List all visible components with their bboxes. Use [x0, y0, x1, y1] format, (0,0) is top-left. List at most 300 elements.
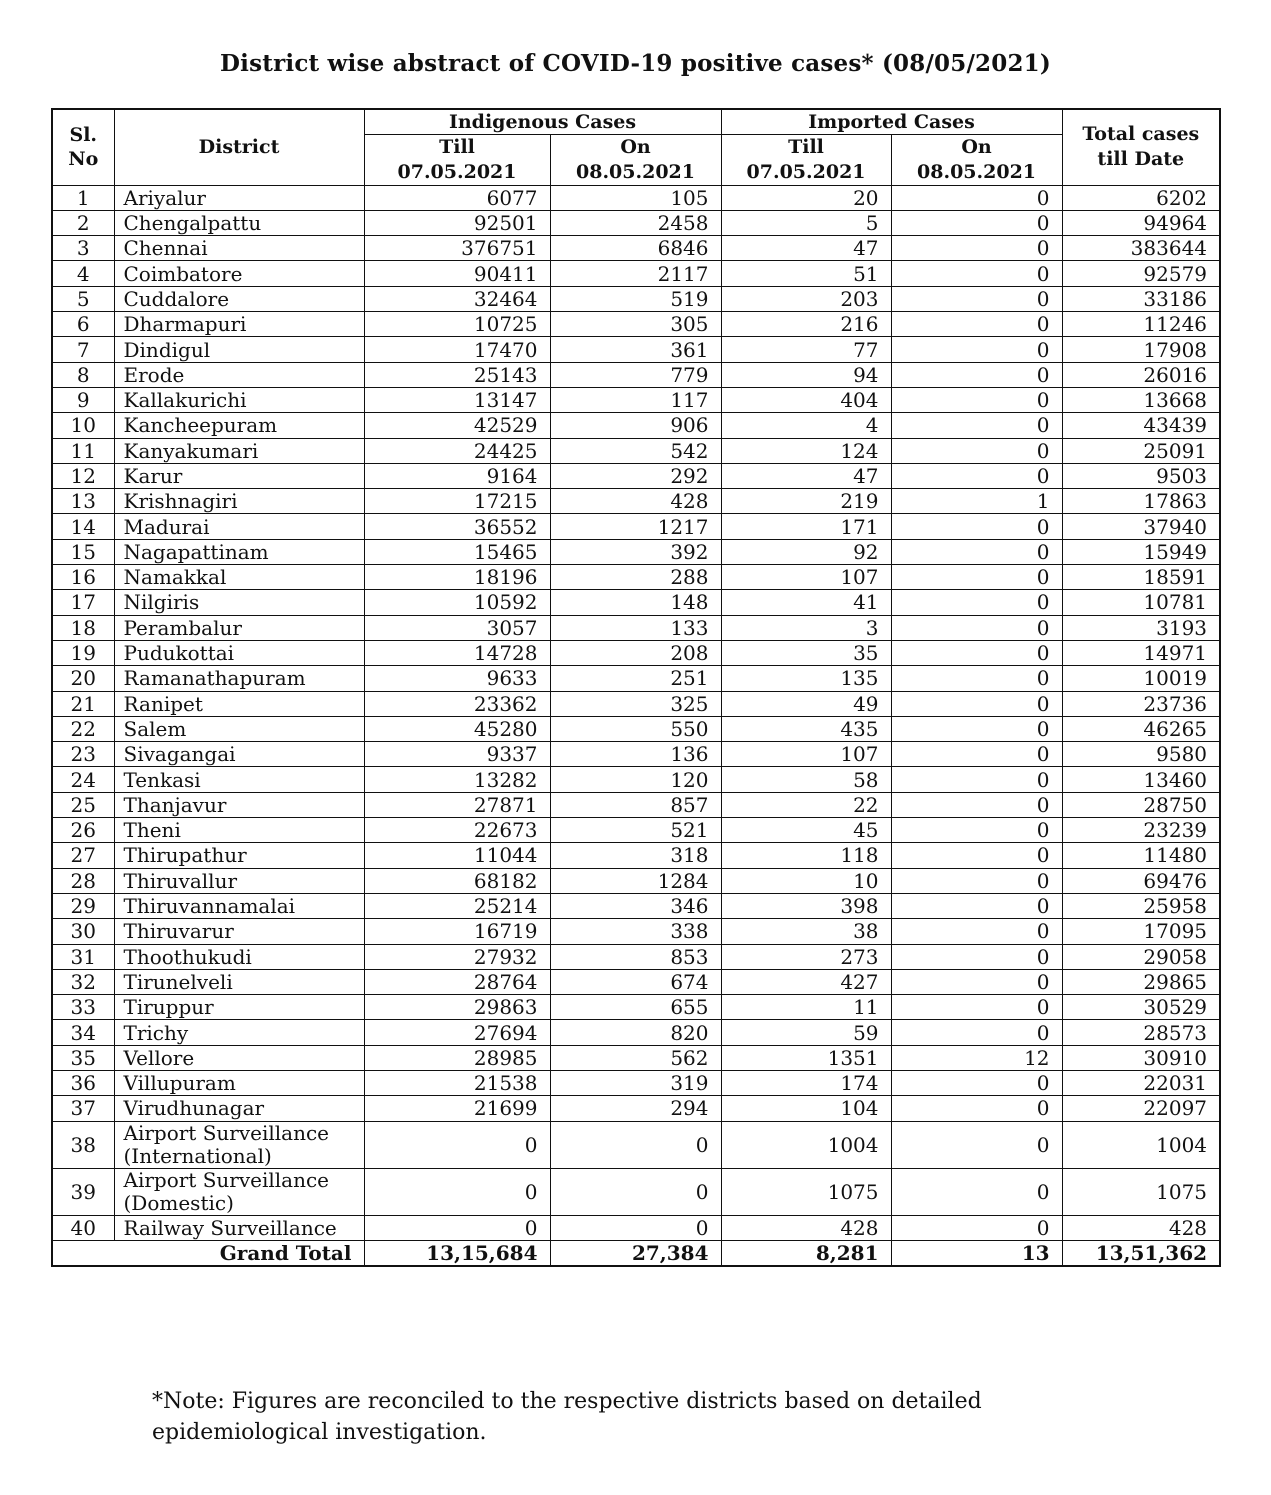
- value-cell: 0: [891, 691, 1062, 716]
- serial-cell: 8: [52, 362, 114, 387]
- value-cell: 0: [891, 539, 1062, 564]
- value-cell: 0: [364, 1168, 550, 1215]
- serial-cell: 13: [52, 489, 114, 514]
- value-cell: 17095: [1062, 919, 1220, 944]
- value-cell: 0: [891, 1096, 1062, 1121]
- serial-cell: 15: [52, 539, 114, 564]
- value-cell: 94: [721, 362, 891, 387]
- serial-cell: 21: [52, 691, 114, 716]
- table-row: [52, 590, 1220, 615]
- table-row: [52, 1096, 1220, 1121]
- value-cell: 135: [721, 666, 891, 691]
- value-cell: 1004: [721, 1121, 891, 1168]
- value-cell: 28985: [364, 1045, 550, 1070]
- value-cell: 11480: [1062, 843, 1220, 868]
- value-cell: 10: [721, 868, 891, 893]
- serial-cell: 6: [52, 312, 114, 337]
- district-cell: Kanyakumari: [114, 438, 364, 463]
- value-cell: 36552: [364, 514, 550, 539]
- serial-cell: 28: [52, 868, 114, 893]
- value-cell: 273: [721, 944, 891, 969]
- table-row: [52, 843, 1220, 868]
- value-cell: 92579: [1062, 261, 1220, 286]
- district-cell: Pudukottai: [114, 640, 364, 665]
- value-cell: 0: [891, 185, 1062, 210]
- value-cell: 28573: [1062, 1020, 1220, 1045]
- value-cell: 45: [721, 818, 891, 843]
- value-cell: 14728: [364, 640, 550, 665]
- imported-till-header: Till: [721, 135, 891, 160]
- table-row: [52, 716, 1220, 741]
- value-cell: 251: [550, 666, 721, 691]
- district-cell: Tirunelveli: [114, 969, 364, 994]
- value-cell: 11044: [364, 843, 550, 868]
- value-cell: 43439: [1062, 413, 1220, 438]
- value-cell: 77: [721, 337, 891, 362]
- serial-cell: 2: [52, 210, 114, 235]
- value-cell: 0: [550, 1215, 721, 1240]
- value-cell: 28750: [1062, 792, 1220, 817]
- serial-cell: 27: [52, 843, 114, 868]
- table-row: [52, 387, 1220, 412]
- value-cell: 94964: [1062, 210, 1220, 235]
- value-cell: 10781: [1062, 590, 1220, 615]
- value-cell: 404: [721, 387, 891, 412]
- value-cell: 120: [550, 767, 721, 792]
- serial-cell: 34: [52, 1020, 114, 1045]
- value-cell: 325: [550, 691, 721, 716]
- value-cell: 542: [550, 438, 721, 463]
- value-cell: 1075: [1062, 1168, 1220, 1215]
- district-cell: Coimbatore: [114, 261, 364, 286]
- table-row: [52, 742, 1220, 767]
- value-cell: 1: [891, 489, 1062, 514]
- value-cell: 148: [550, 590, 721, 615]
- district-header: District: [114, 109, 364, 185]
- value-cell: 9580: [1062, 742, 1220, 767]
- table-row: [52, 185, 1220, 210]
- value-cell: 107: [721, 742, 891, 767]
- table-row: [52, 640, 1220, 665]
- value-cell: 29863: [364, 995, 550, 1020]
- indigenous-header: Indigenous Cases: [364, 109, 721, 135]
- serial-cell: 35: [52, 1045, 114, 1070]
- value-cell: 305: [550, 312, 721, 337]
- district-cell: Nilgiris: [114, 590, 364, 615]
- value-cell: 0: [891, 565, 1062, 590]
- value-cell: 29865: [1062, 969, 1220, 994]
- indigenous-on-date: 08.05.2021: [550, 160, 721, 185]
- value-cell: 26016: [1062, 362, 1220, 387]
- table-row: [52, 438, 1220, 463]
- value-cell: 674: [550, 969, 721, 994]
- grand-total-value: 8,281: [721, 1240, 891, 1266]
- value-cell: 0: [891, 463, 1062, 488]
- value-cell: 655: [550, 995, 721, 1020]
- value-cell: 18591: [1062, 565, 1220, 590]
- value-cell: 0: [891, 387, 1062, 412]
- district-cell: Perambalur: [114, 615, 364, 640]
- district-cell: Ramanathapuram: [114, 666, 364, 691]
- value-cell: 22031: [1062, 1070, 1220, 1095]
- value-cell: 319: [550, 1070, 721, 1095]
- district-cell: Thirupathur: [114, 843, 364, 868]
- value-cell: 51: [721, 261, 891, 286]
- table-row: [52, 919, 1220, 944]
- value-cell: 1004: [1062, 1121, 1220, 1168]
- value-cell: 0: [891, 312, 1062, 337]
- value-cell: 16719: [364, 919, 550, 944]
- value-cell: 10725: [364, 312, 550, 337]
- district-cell: Vellore: [114, 1045, 364, 1070]
- district-cell: Kallakurichi: [114, 387, 364, 412]
- value-cell: 6202: [1062, 185, 1220, 210]
- value-cell: 0: [891, 1215, 1062, 1240]
- serial-cell: 37: [52, 1096, 114, 1121]
- district-cell: Krishnagiri: [114, 489, 364, 514]
- value-cell: 0: [891, 640, 1062, 665]
- serial-cell: 38: [52, 1121, 114, 1168]
- value-cell: 0: [891, 995, 1062, 1020]
- value-cell: 21538: [364, 1070, 550, 1095]
- value-cell: 0: [891, 818, 1062, 843]
- value-cell: 428: [721, 1215, 891, 1240]
- value-cell: 6077: [364, 185, 550, 210]
- value-cell: 2458: [550, 210, 721, 235]
- value-cell: 38: [721, 919, 891, 944]
- value-cell: 35: [721, 640, 891, 665]
- district-cell: Virudhunagar: [114, 1096, 364, 1121]
- value-cell: 0: [891, 716, 1062, 741]
- value-cell: 0: [891, 666, 1062, 691]
- serial-cell: 39: [52, 1168, 114, 1215]
- value-cell: 30910: [1062, 1045, 1220, 1070]
- table-row: [52, 312, 1220, 337]
- serial-cell: 40: [52, 1215, 114, 1240]
- indigenous-on-header: On: [550, 135, 721, 160]
- serial-cell: 14: [52, 514, 114, 539]
- value-cell: 0: [891, 919, 1062, 944]
- value-cell: 30529: [1062, 995, 1220, 1020]
- grand-total-value: 13,51,362: [1062, 1240, 1220, 1266]
- value-cell: 0: [891, 1121, 1062, 1168]
- table-row: [52, 666, 1220, 691]
- district-cell: Airport Surveillance (Domestic): [114, 1168, 364, 1215]
- district-cell: Namakkal: [114, 565, 364, 590]
- serial-cell: 33: [52, 995, 114, 1020]
- value-cell: 0: [364, 1121, 550, 1168]
- serial-cell: 31: [52, 944, 114, 969]
- value-cell: 0: [891, 514, 1062, 539]
- value-cell: 0: [550, 1168, 721, 1215]
- value-cell: 37940: [1062, 514, 1220, 539]
- value-cell: 338: [550, 919, 721, 944]
- serial-cell: 10: [52, 413, 114, 438]
- cases-table: [51, 108, 1221, 1267]
- grand-total-label: Grand Total: [52, 1240, 364, 1266]
- value-cell: 0: [891, 261, 1062, 286]
- table-row: [52, 337, 1220, 362]
- value-cell: 0: [891, 843, 1062, 868]
- value-cell: 428: [1062, 1215, 1220, 1240]
- value-cell: 23239: [1062, 818, 1220, 843]
- value-cell: 1075: [721, 1168, 891, 1215]
- grand-total-row: [52, 1240, 1220, 1266]
- imported-header: Imported Cases: [721, 109, 1062, 135]
- value-cell: 0: [891, 767, 1062, 792]
- table-row: [52, 210, 1220, 235]
- table-row: [52, 767, 1220, 792]
- value-cell: 92: [721, 539, 891, 564]
- serial-cell: 16: [52, 565, 114, 590]
- value-cell: 42529: [364, 413, 550, 438]
- district-cell: Karur: [114, 463, 364, 488]
- value-cell: 29058: [1062, 944, 1220, 969]
- serial-cell: 3: [52, 236, 114, 261]
- value-cell: 779: [550, 362, 721, 387]
- value-cell: 906: [550, 413, 721, 438]
- value-cell: 857: [550, 792, 721, 817]
- serial-cell: 25: [52, 792, 114, 817]
- value-cell: 133: [550, 615, 721, 640]
- table-row: [52, 1070, 1220, 1095]
- table-row: [52, 792, 1220, 817]
- table-row: [52, 691, 1220, 716]
- value-cell: 428: [550, 489, 721, 514]
- district-cell: Railway Surveillance: [114, 1215, 364, 1240]
- district-cell: Villupuram: [114, 1070, 364, 1095]
- value-cell: 21699: [364, 1096, 550, 1121]
- district-cell: Thiruvannamalai: [114, 893, 364, 918]
- value-cell: 124: [721, 438, 891, 463]
- value-cell: 383644: [1062, 236, 1220, 261]
- indigenous-till-date: 07.05.2021: [364, 160, 550, 185]
- value-cell: 0: [891, 286, 1062, 311]
- value-cell: 550: [550, 716, 721, 741]
- imported-on-date: 08.05.2021: [891, 160, 1062, 185]
- table-row: [52, 261, 1220, 286]
- value-cell: 9503: [1062, 463, 1220, 488]
- value-cell: 346: [550, 893, 721, 918]
- value-cell: 0: [891, 1070, 1062, 1095]
- value-cell: 2117: [550, 261, 721, 286]
- table-row: [52, 286, 1220, 311]
- value-cell: 20: [721, 185, 891, 210]
- value-cell: 1284: [550, 868, 721, 893]
- table-row: [52, 818, 1220, 843]
- value-cell: 27694: [364, 1020, 550, 1045]
- table-row: [52, 565, 1220, 590]
- value-cell: 216: [721, 312, 891, 337]
- value-cell: 9164: [364, 463, 550, 488]
- value-cell: 0: [891, 362, 1062, 387]
- table-row: [52, 1168, 1220, 1215]
- value-cell: 427: [721, 969, 891, 994]
- value-cell: 27871: [364, 792, 550, 817]
- district-cell: Thanjavur: [114, 792, 364, 817]
- serial-cell: 17: [52, 590, 114, 615]
- value-cell: 294: [550, 1096, 721, 1121]
- value-cell: 69476: [1062, 868, 1220, 893]
- value-cell: 0: [891, 210, 1062, 235]
- table-row: [52, 489, 1220, 514]
- value-cell: 0: [891, 893, 1062, 918]
- value-cell: 318: [550, 843, 721, 868]
- value-cell: 17215: [364, 489, 550, 514]
- value-cell: 292: [550, 463, 721, 488]
- value-cell: 15949: [1062, 539, 1220, 564]
- table-row: [52, 868, 1220, 893]
- value-cell: 24425: [364, 438, 550, 463]
- value-cell: 0: [891, 969, 1062, 994]
- value-cell: 58: [721, 767, 891, 792]
- value-cell: 10019: [1062, 666, 1220, 691]
- value-cell: 0: [891, 1168, 1062, 1215]
- table-row: [52, 514, 1220, 539]
- value-cell: 15465: [364, 539, 550, 564]
- value-cell: 32464: [364, 286, 550, 311]
- district-cell: Sivagangai: [114, 742, 364, 767]
- serial-cell: 24: [52, 767, 114, 792]
- value-cell: 25958: [1062, 893, 1220, 918]
- value-cell: 14971: [1062, 640, 1220, 665]
- imported-till-date: 07.05.2021: [721, 160, 891, 185]
- value-cell: 0: [891, 236, 1062, 261]
- value-cell: 25214: [364, 893, 550, 918]
- value-cell: 17470: [364, 337, 550, 362]
- value-cell: 820: [550, 1020, 721, 1045]
- value-cell: 203: [721, 286, 891, 311]
- value-cell: 0: [891, 792, 1062, 817]
- value-cell: 0: [891, 438, 1062, 463]
- value-cell: 22097: [1062, 1096, 1220, 1121]
- sl-header: Sl. No: [52, 109, 114, 185]
- value-cell: 41: [721, 590, 891, 615]
- grand-total-value: 13,15,684: [364, 1240, 550, 1266]
- value-cell: 17908: [1062, 337, 1220, 362]
- value-cell: 435: [721, 716, 891, 741]
- value-cell: 12: [891, 1045, 1062, 1070]
- value-cell: 0: [891, 590, 1062, 615]
- district-cell: Tiruppur: [114, 995, 364, 1020]
- value-cell: 562: [550, 1045, 721, 1070]
- serial-cell: 18: [52, 615, 114, 640]
- value-cell: 107: [721, 565, 891, 590]
- table-row: [52, 995, 1220, 1020]
- value-cell: 22673: [364, 818, 550, 843]
- table-row: [52, 969, 1220, 994]
- value-cell: 0: [891, 742, 1062, 767]
- serial-cell: 30: [52, 919, 114, 944]
- grand-total-value: 27,384: [550, 1240, 721, 1266]
- value-cell: 1351: [721, 1045, 891, 1070]
- serial-cell: 1: [52, 185, 114, 210]
- value-cell: 105: [550, 185, 721, 210]
- serial-cell: 22: [52, 716, 114, 741]
- value-cell: 171: [721, 514, 891, 539]
- value-cell: 49: [721, 691, 891, 716]
- serial-cell: 5: [52, 286, 114, 311]
- value-cell: 22: [721, 792, 891, 817]
- value-cell: 3193: [1062, 615, 1220, 640]
- table-row: [52, 236, 1220, 261]
- district-cell: Trichy: [114, 1020, 364, 1045]
- value-cell: 11: [721, 995, 891, 1020]
- district-cell: Thoothukudi: [114, 944, 364, 969]
- value-cell: 519: [550, 286, 721, 311]
- value-cell: 0: [891, 944, 1062, 969]
- district-cell: Madurai: [114, 514, 364, 539]
- value-cell: 47: [721, 463, 891, 488]
- table-row: [52, 1020, 1220, 1045]
- table-row: [52, 944, 1220, 969]
- district-cell: Chennai: [114, 236, 364, 261]
- footnote: *Note: Figures are reconciled to the respective districts based on detailed epidemiological investigation.: [152, 1389, 982, 1445]
- value-cell: 376751: [364, 236, 550, 261]
- serial-cell: 11: [52, 438, 114, 463]
- district-cell: Salem: [114, 716, 364, 741]
- total-header: Total cases till Date: [1062, 109, 1220, 185]
- value-cell: 3057: [364, 615, 550, 640]
- serial-cell: 19: [52, 640, 114, 665]
- table-row: [52, 615, 1220, 640]
- district-cell: Dharmapuri: [114, 312, 364, 337]
- value-cell: 17863: [1062, 489, 1220, 514]
- value-cell: 0: [891, 1020, 1062, 1045]
- table-row: [52, 1215, 1220, 1240]
- serial-cell: 29: [52, 893, 114, 918]
- value-cell: 118: [721, 843, 891, 868]
- value-cell: 398: [721, 893, 891, 918]
- table-row: [52, 1121, 1220, 1168]
- value-cell: 18196: [364, 565, 550, 590]
- value-cell: 13282: [364, 767, 550, 792]
- value-cell: 0: [364, 1215, 550, 1240]
- value-cell: 9337: [364, 742, 550, 767]
- value-cell: 23362: [364, 691, 550, 716]
- imported-on-header: On: [891, 135, 1062, 160]
- table-row: [52, 893, 1220, 918]
- district-cell: Erode: [114, 362, 364, 387]
- value-cell: 0: [550, 1121, 721, 1168]
- district-cell: Tenkasi: [114, 767, 364, 792]
- district-cell: Kancheepuram: [114, 413, 364, 438]
- district-cell: Nagapattinam: [114, 539, 364, 564]
- value-cell: 90411: [364, 261, 550, 286]
- value-cell: 4: [721, 413, 891, 438]
- serial-cell: 26: [52, 818, 114, 843]
- district-cell: Chengalpattu: [114, 210, 364, 235]
- table-row: [52, 463, 1220, 488]
- value-cell: 9633: [364, 666, 550, 691]
- district-cell: Dindigul: [114, 337, 364, 362]
- indigenous-till-header: Till: [364, 135, 550, 160]
- value-cell: 10592: [364, 590, 550, 615]
- serial-cell: 9: [52, 387, 114, 412]
- value-cell: 23736: [1062, 691, 1220, 716]
- value-cell: 13147: [364, 387, 550, 412]
- value-cell: 208: [550, 640, 721, 665]
- value-cell: 3: [721, 615, 891, 640]
- value-cell: 25143: [364, 362, 550, 387]
- value-cell: 25091: [1062, 438, 1220, 463]
- value-cell: 92501: [364, 210, 550, 235]
- serial-cell: 20: [52, 666, 114, 691]
- serial-cell: 7: [52, 337, 114, 362]
- serial-cell: 32: [52, 969, 114, 994]
- district-cell: Ranipet: [114, 691, 364, 716]
- value-cell: 27932: [364, 944, 550, 969]
